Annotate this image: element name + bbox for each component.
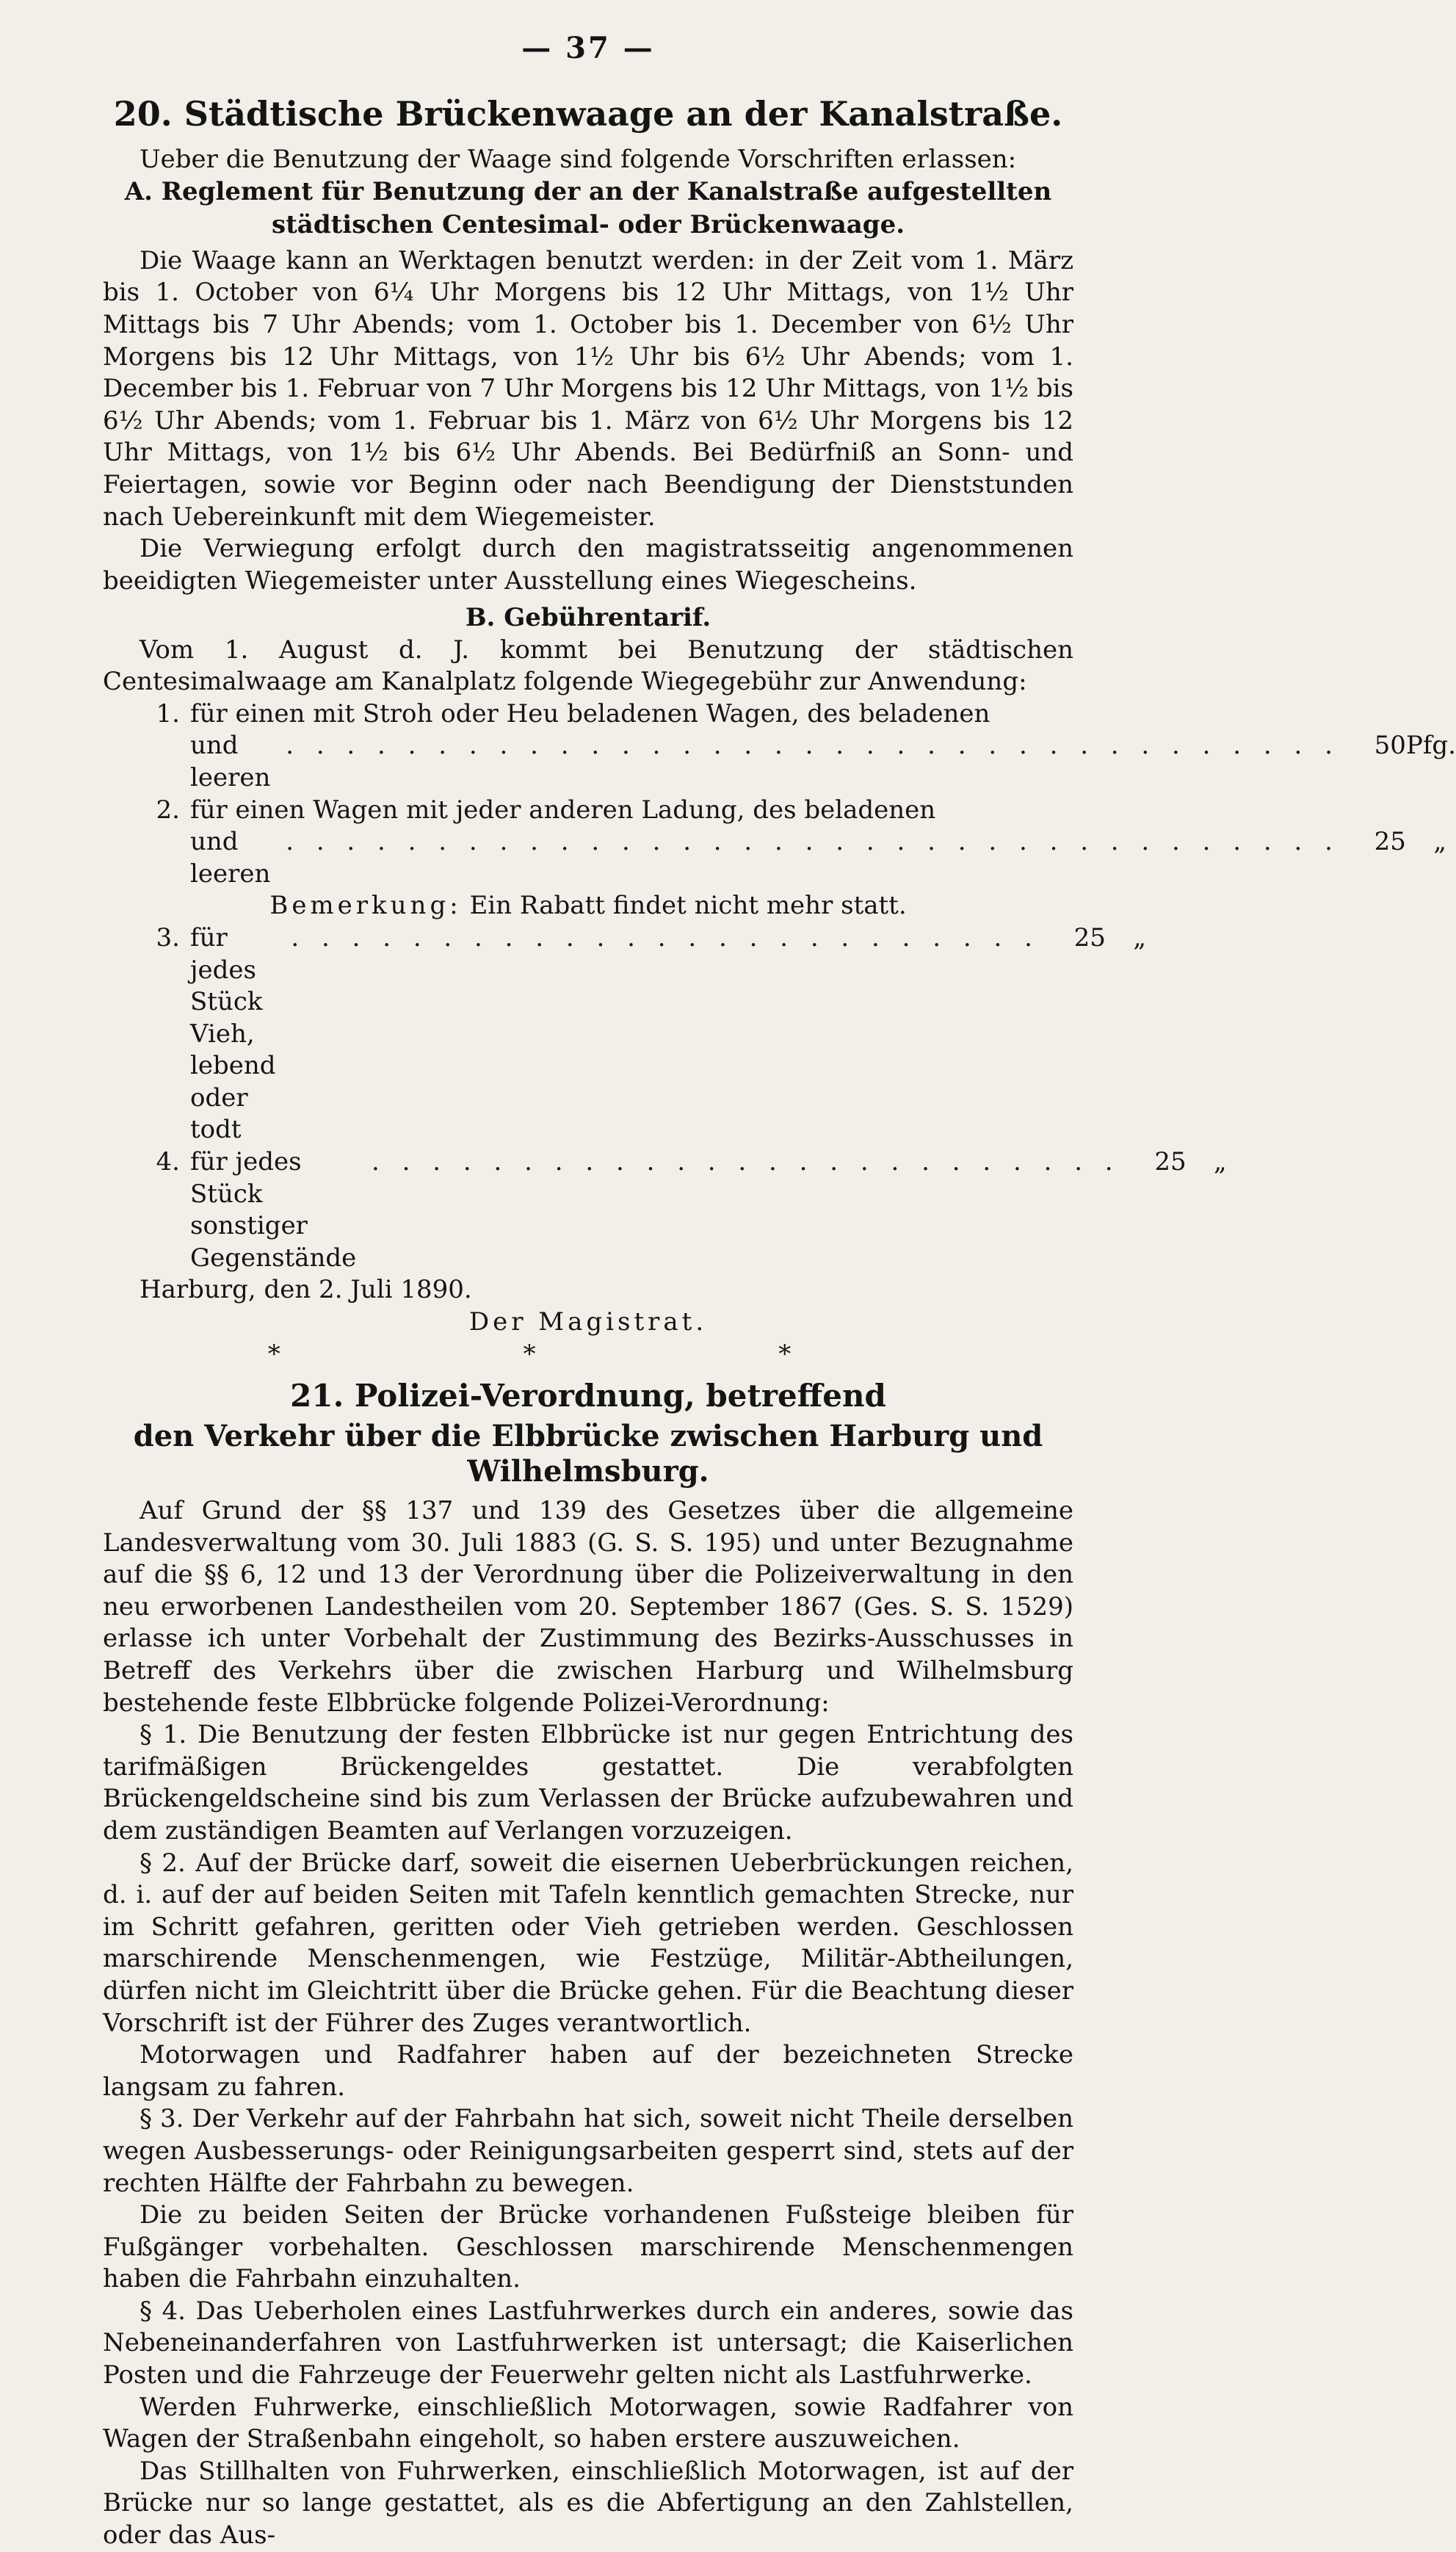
fee-item-text: für einen mit Stroh oder Heu beladenen Wagen, des beladenen [190, 698, 990, 729]
fee-item-text-cont: und leeren [190, 731, 271, 792]
fee-item [103, 1146, 1227, 1274]
fee-item-number: 2. [156, 795, 180, 825]
leader-dots: . . . . . . . . . . . . . . . . . . . . . . . . . [275, 922, 1040, 953]
regulation-a-paragraph-2: Die Verwiegung erfolgt durch den magistratsseitig angenommenen beeidigten Wiegemeister unter Ausstellung eines Wiegescheins. [103, 534, 1073, 596]
fee-item-value: 25 [1073, 922, 1106, 953]
place-date: Harburg, den 2. Juli 1890. [140, 1275, 472, 1305]
tariff-b-intro: Vom 1. August d. J. kommt bei Benutzung der städtischen Centesimalwaage am Kanalplatz folgende Wiegegebühr zur Anwendung: [103, 635, 1073, 697]
fee-item [103, 698, 1456, 795]
paragraph-3: § 3. Der Verkehr auf der Fahrbahn hat sich, soweit nicht Theile derselben wegen Ausbesserungs- oder Reinigungsarbeiten gesperrt sind, stets auf der rechten Hälfte der Fahrbahn zu bewegen. [103, 2104, 1073, 2198]
paragraph-3-cont: Die zu beiden Seiten der Brücke vorhandenen Fußsteige bleiben für Fußgänger vorbehalten. Geschlossen marschirende Menschenmengen haben die Fahrbahn einzuhalten. [103, 2200, 1073, 2294]
regulation-a-title: A. Reglement für Benutzung der an der Kanalstraße aufgestellten städtischen Centesimal- oder Brückenwaage. [124, 177, 1052, 239]
fee-item [103, 922, 1146, 1146]
fee-item-text: für jedes Stück Vieh, lebend oder todt [190, 922, 276, 1145]
fee-item-value: 25 [1374, 827, 1406, 857]
fee-item-unit: „ [1214, 1147, 1227, 1177]
fee-item-value: 25 [1154, 1147, 1187, 1177]
section-21-subtitle: den Verkehr über die Elbbrücke zwischen Harburg und Wilhelmsburg. [133, 1419, 1043, 1489]
paragraph-1: § 1. Die Benutzung der festen Elbbrücke ist nur gegen Entrichtung des tarifmäßigen Brückengeldes gestattet. Die verabfolgten Brückengeldscheine sind bis zum Verlassen der Brücke aufzubewahren und dem zuständigen Beamten auf Verlangen vorzuzeigen. [103, 1720, 1073, 1846]
fee-item-unit: „ [1433, 827, 1446, 857]
paragraph-2: § 2. Auf der Brücke darf, soweit die eisernen Ueberbrückungen reichen, d. i. auf der auf beiden Seiten mit Tafeln kenntlich gemachten Strecke, nur im Schritt gefahren, geritten oder Vieh getrieben werden. Geschlossen marschirende Menschenmengen, wie Festzüge, Militär-Abtheilungen, dürfen nicht im Gleichtritt über die Brücke gehen. Für die Beachtung dieser Vorschrift ist der Führer des Zuges verantwortlich. [103, 1848, 1073, 2038]
leader-dots: . . . . . . . . . . . . . . . . . . . . . . . . . . . . . . . . . . . [270, 731, 1340, 761]
paragraph-4-cont: Werden Fuhrwerke, einschließlich Motorwagen, sowie Radfahrer von Wagen der Straßenbahn eingeholt, so haben erstere auszuweichen. [103, 2392, 1073, 2454]
section-20-intro: Ueber die Benutzung der Waage sind folgende Vorschriften erlassen: [140, 144, 1017, 174]
page-number: — 37 — [521, 31, 655, 65]
remark-label: Bemerkung: [269, 891, 462, 921]
tariff-remark [103, 890, 1073, 922]
fee-item-unit: „ [1133, 922, 1146, 953]
leader-dots: . . . . . . . . . . . . . . . . . . . . . . . . . . . . . . . . . . . [270, 827, 1340, 857]
fee-item-text: für einen Wagen mit jeder anderen Ladung, des beladenen [190, 795, 936, 825]
leader-dots: . . . . . . . . . . . . . . . . . . . . . . . . . [356, 1147, 1120, 1177]
signature: Der Magistrat. [468, 1307, 708, 1337]
paragraph-2-cont: Motorwagen und Radfahrer haben auf der bezeichneten Strecke langsam zu fahren. [103, 2040, 1073, 2102]
fee-item-number: 1. [156, 698, 180, 729]
fee-item-text-cont: und leeren [190, 827, 271, 889]
paragraph-4: § 4. Das Ueberholen eines Lastfuhrwerkes durch ein anderes, sowie das Nebeneinanderfahren von Lastfuhrwerken ist untersagt; die Kaiserlichen Posten und die Fahrzeuge der Feuerwehr gelten nicht als Lastfuhrwerke. [103, 2296, 1073, 2390]
section-21-title: 21. Polizei-Verordnung, betreffend [290, 1377, 886, 1414]
fee-item-number: 4. [156, 1147, 180, 1177]
tariff-b-title: B. Gebührentarif. [465, 603, 711, 633]
fee-item [103, 795, 1446, 891]
section-21-intro: Auf Grund der §§ 137 und 139 des Gesetzes über die allgemeine Landesverwaltung vom 30. Juli 1883 (G. S. S. 195) und unter Bezugnahme auf die §§ 6, 12 und 13 der Verordnung über die Polizeiverwaltung in den neu erworbenen Landestheilen vom 20. September 1867 (Ges. S. S. 1529) erlasse ich unter Vorbehalt der Zustimmung des Bezirks-Ausschusses in Betreff des Verkehrs über die zwischen Harburg und Wilhelmsburg bestehende feste Elbbrücke folgende Polizei-Verordnung: [103, 1496, 1073, 1718]
section-20-title: 20. Städtische Brückenwaage an der Kanalstraße. [113, 94, 1063, 134]
fee-item-text: für jedes Stück sonstiger Gegenstände [190, 1147, 357, 1273]
paragraph-4-cont-2: Das Stillhalten von Fuhrwerken, einschließlich Motorwagen, ist auf der Brücke nur so lange gestattet, als es die Abfertigung an den Zahlstellen, oder das Aus- [103, 2456, 1073, 2551]
remark-text: Ein Rabatt findet nicht mehr statt. [469, 891, 907, 921]
fee-item-value: 50 [1374, 731, 1406, 761]
fee-item-number: 3. [156, 922, 180, 953]
fee-item-unit: Pfg. [1405, 731, 1456, 761]
section-separator: * * * [267, 1339, 909, 1369]
regulation-a-paragraph-1: Die Waage kann an Werktagen benutzt werden: in der Zeit vom 1. März bis 1. October von 6¼ Uhr Morgens bis 12 Uhr Mittags, von 1½ Uhr Mittags bis 7 Uhr Abends; vom 1. October bis 1. December von 6½ Uhr Morgens bis 12 Uhr Mittags, von 1½ Uhr bis 6½ Uhr Abends; vom 1. December bis 1. Februar von 7 Uhr Morgens bis 12 Uhr Mittags, von 1½ bis 6½ Uhr Abends; vom 1. Februar bis 1. März von 6½ Uhr Morgens bis 12 Uhr Mittags, von 1½ bis 6½ Uhr Abends. Bei Bedürfniß an Sonn- und Feiertagen, sowie vor Beginn oder nach Beendigung der Dienststunden nach Uebereinkunft mit dem Wiegemeister. [103, 245, 1073, 532]
